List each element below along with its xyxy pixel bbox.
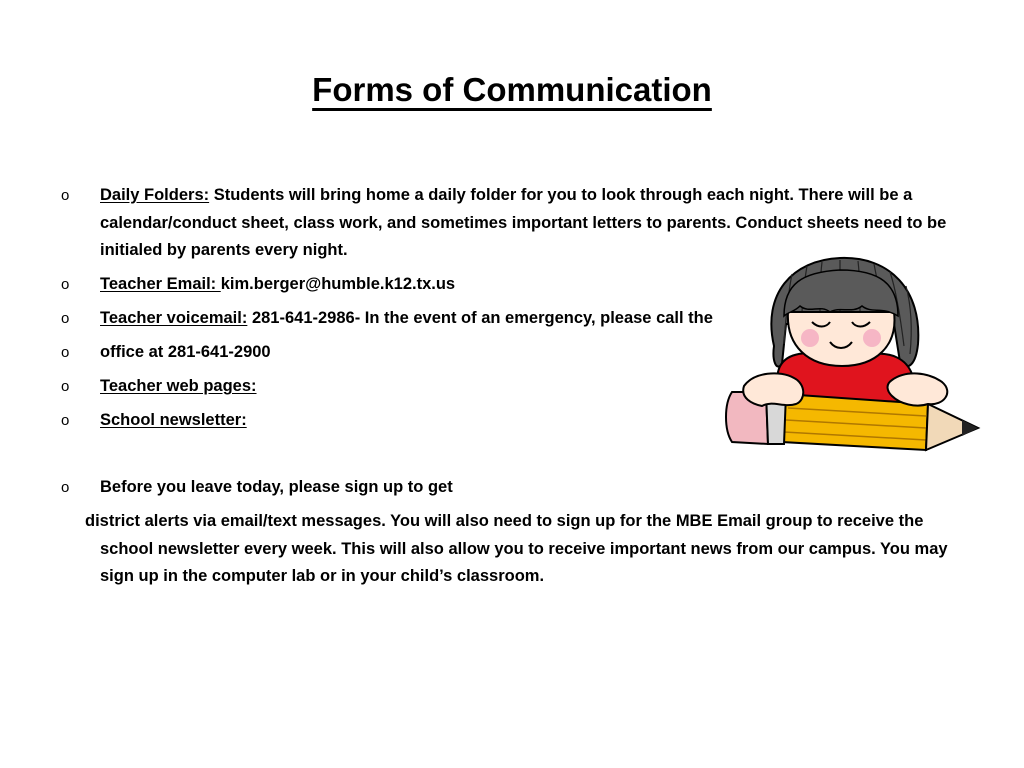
right-hand bbox=[888, 373, 948, 405]
girl-with-pencil-illustration bbox=[722, 254, 984, 454]
bullet-glyph: o bbox=[61, 310, 70, 327]
item-label: Teacher Email: bbox=[100, 275, 221, 293]
item-text: 281-641-2986- In the event of an emergency, please call the bbox=[247, 309, 713, 327]
list-item-daily-folders bbox=[0, 182, 1024, 265]
signup-paragraph: district alerts via email/text messages. You will also need to sign up for the MBE Email group to receive the school newsletter every week. This will also allow you to receive important news from our campus. You may sign up in the computer lab or in your child’s classroom. bbox=[85, 512, 948, 585]
pencil-lead bbox=[962, 420, 978, 436]
slide-title: Forms of Communication bbox=[312, 71, 712, 108]
signup-intro: Before you leave today, please sign up to get bbox=[100, 478, 453, 496]
item-label: Daily Folders: bbox=[100, 186, 210, 204]
bullet-glyph: o bbox=[61, 344, 70, 361]
bullet-glyph: o bbox=[61, 378, 70, 395]
bullet-glyph: o bbox=[61, 187, 70, 204]
item-label: Teacher voicemail: bbox=[100, 309, 248, 327]
left-hand bbox=[743, 373, 803, 406]
item-text: office at 281-641-2900 bbox=[100, 343, 271, 361]
item-label: Teacher web pages: bbox=[100, 377, 257, 395]
bullet-glyph: o bbox=[61, 412, 70, 429]
item-text: Students will bring home a daily folder for you to look through each night. There will be a calendar/conduct sheet, class work, and sometimes important letters to parents. Conduct sheets need to be initialed by parents every night. bbox=[100, 186, 947, 259]
email-address: kim.berger@humble.k12.tx.us bbox=[220, 275, 456, 293]
item-label: School newsletter: bbox=[100, 411, 247, 429]
bullet-glyph: o bbox=[61, 479, 70, 496]
list-item-signup bbox=[0, 474, 1024, 502]
left-cheek bbox=[801, 329, 819, 347]
right-cheek bbox=[863, 329, 881, 347]
bullet-glyph: o bbox=[61, 276, 70, 293]
